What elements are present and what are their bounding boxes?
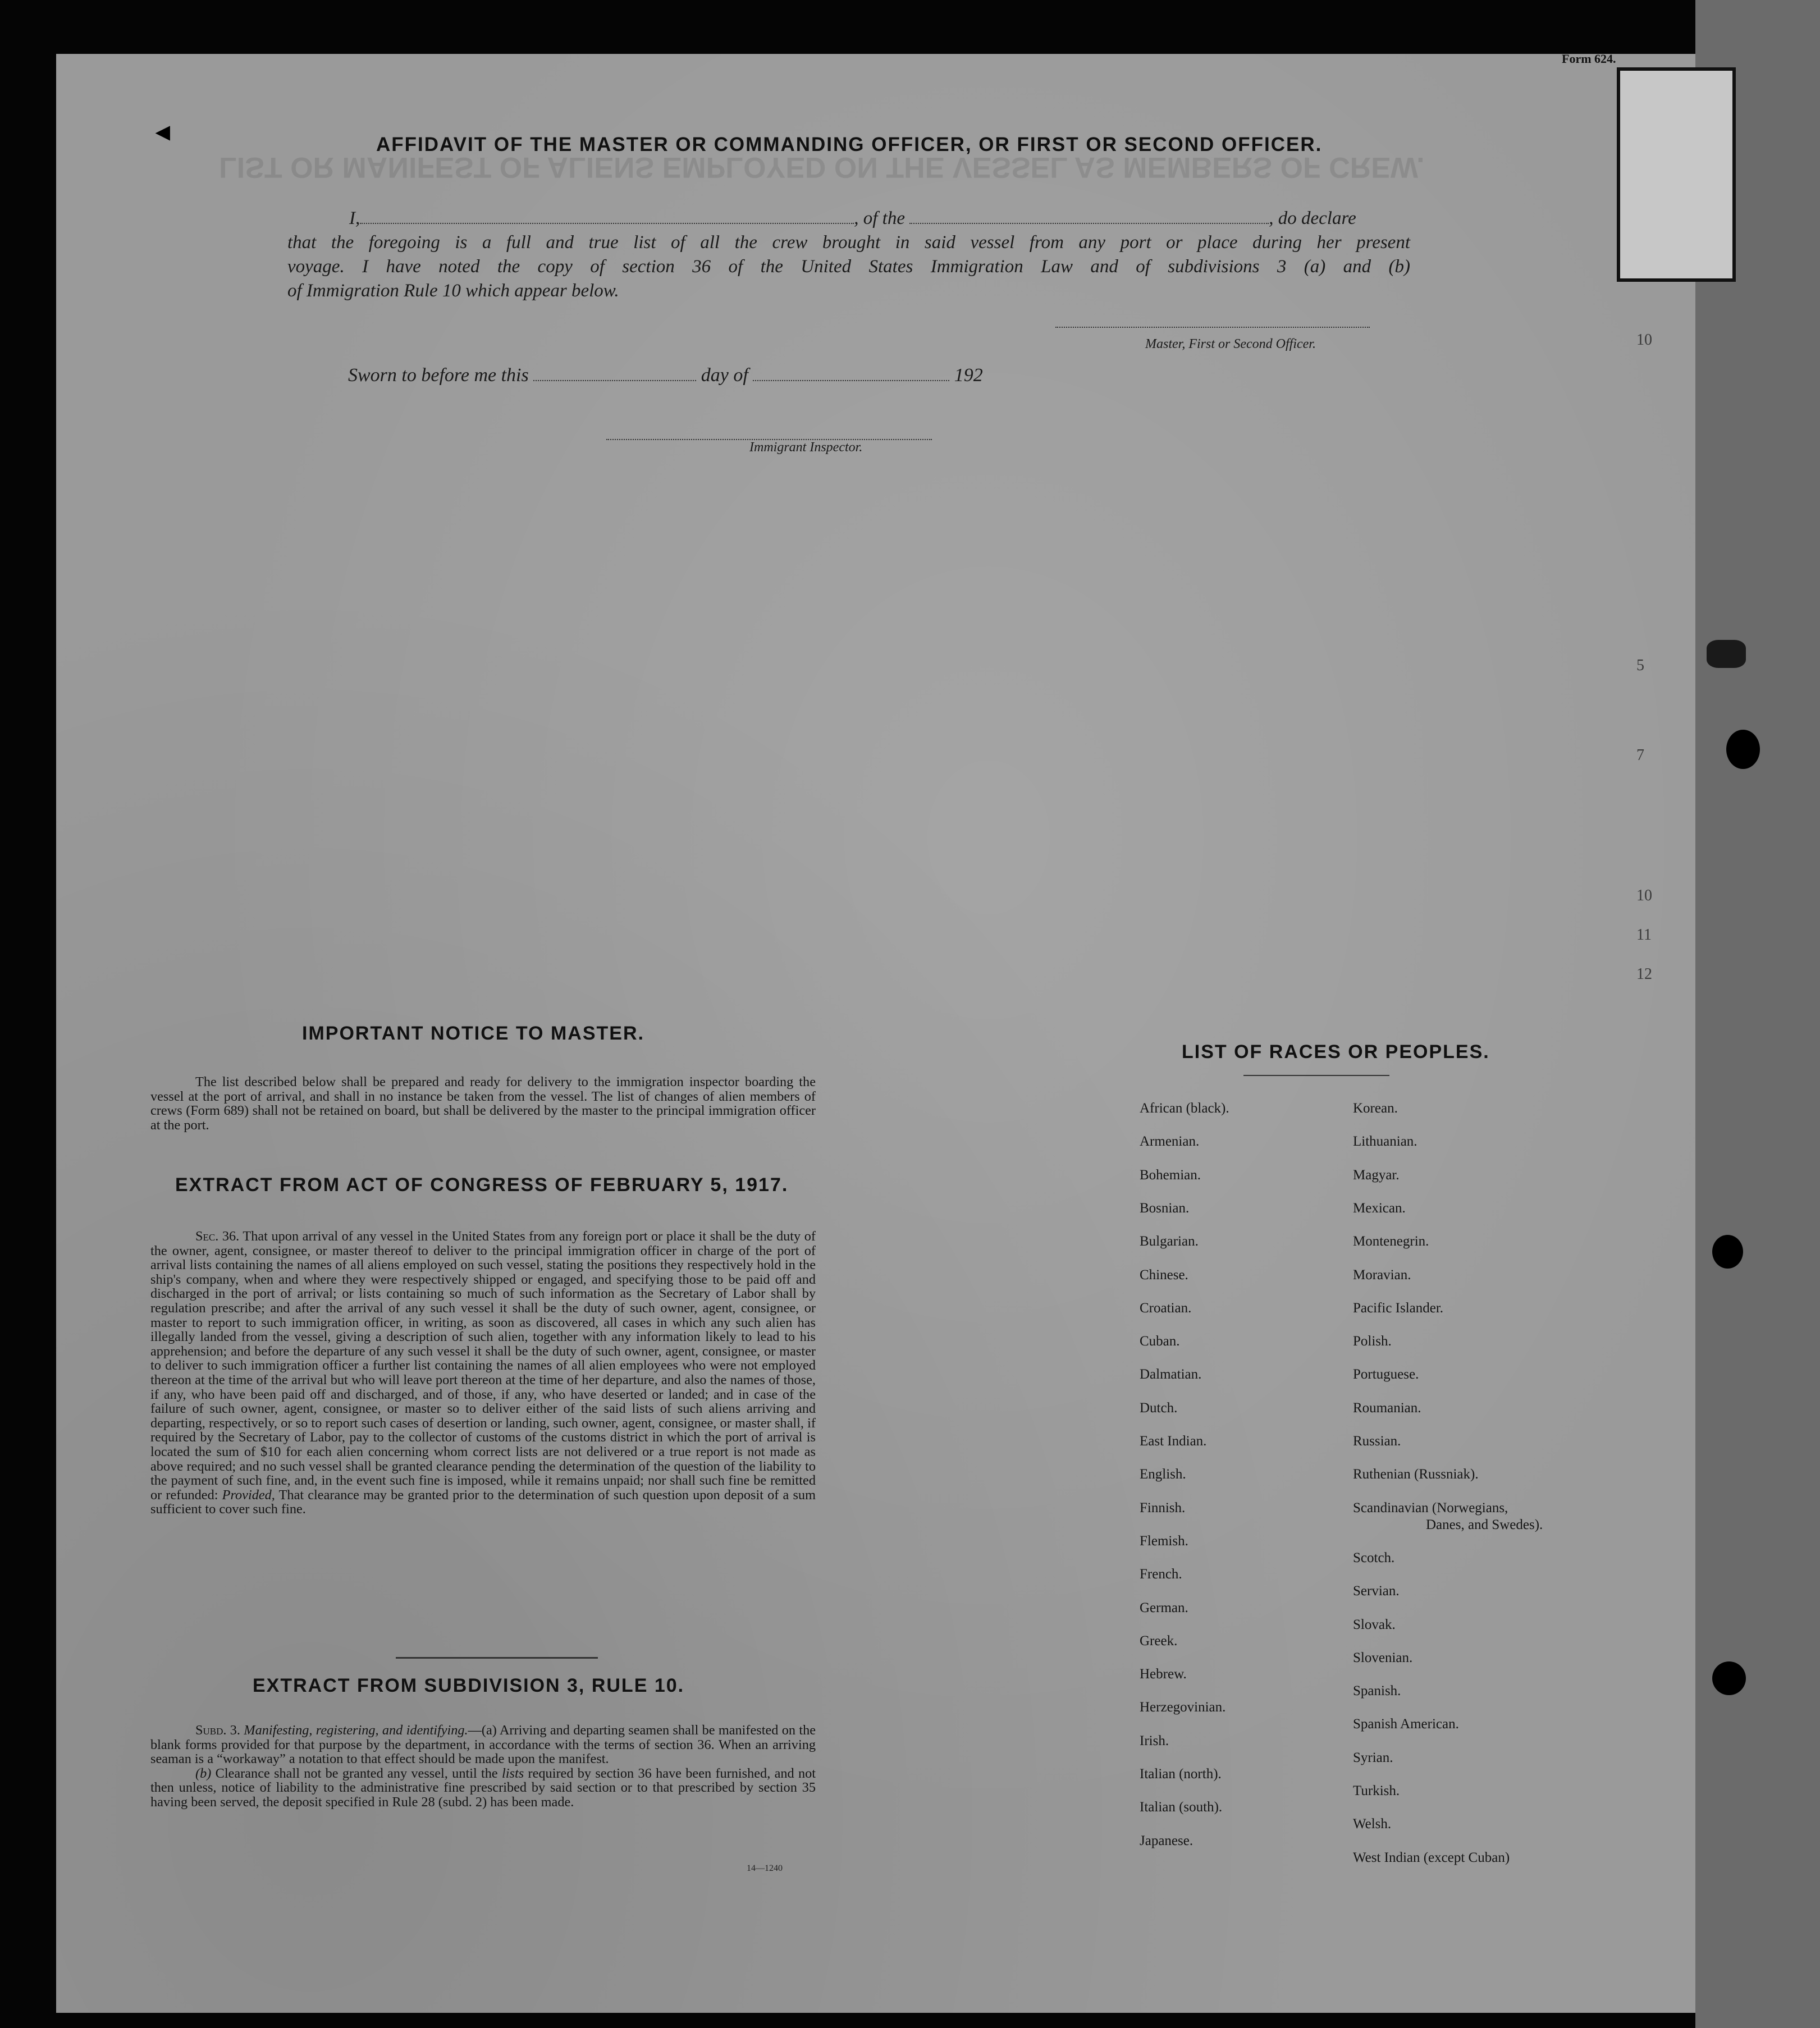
race-item: Lithuanian. <box>1353 1134 1417 1150</box>
race-item: Spanish American. <box>1353 1716 1459 1732</box>
race-item: Flemish. <box>1140 1533 1188 1549</box>
sworn-day-field[interactable] <box>533 369 696 381</box>
race-item: Slovenian. <box>1353 1650 1413 1665</box>
race-item: Dutch. <box>1140 1400 1178 1416</box>
act-text-main: That upon arrival of any vessel in the United States from any foreign port or place it shall be the duty of the owner, agent, consignee, or master thereof to deliver to the principal immigration officer in charge of the port of arrival lists containing the names of all aliens employed on such vessel, stating the positions they respectively hold in the ship's company, when and where they were respectively shipped or engaged, and specifying those to be paid off and discharged in the port of arrival; or lists containing so much of such information as the Secretary of Labor shall by regulation prescribe; and after the arrival of any such vessel it shall be the duty of such owner, agent, consignee, or master to report to such immigration officer, in writing, as soon as discovered, all cases in which any such alien has illegally landed from the vessel, giving a description of such alien, together with any information likely to lead to his apprehension; and before the departure of any such vessel it shall be the duty of such owner, agent, consignee, or master to deliver to such immigration officer a further list containing the names of all alien employees who were not employed thereon at the time of the arrival but who will leave port thereon at the time of her departure, and also the names of those, if any, who have been paid off and discharged, and of those, if any, who have deserted or landed; and in case of the failure of such owner, agent, consignee, or master so to deliver either of the said lists of such aliens arriving and departing, respectively, or so to report such cases of desertion or landing, such owner, agent, consignee, or master shall, if required by the Secretary of Labor, pay to the collector of customs of the customs district in which the port of arrival is located the sum of $10 for each alien concerning whom correct lists are not delivered or a true report is not made as above required; and no such vessel shall be granted clearance pending the determination of the question of the liability to the payment of such fine, and, in the event such fine is imposed, while it remains unpaid; nor shall such fine be remitted or refunded: <box>150 1229 816 1503</box>
vessel-field[interactable] <box>909 212 1269 224</box>
race-item: Russian. <box>1353 1434 1401 1449</box>
race-item: Armenian. <box>1140 1134 1200 1150</box>
punch-hole <box>1712 1235 1743 1269</box>
race-item: Ruthenian (Russniak). <box>1353 1467 1479 1482</box>
para-b-text-2: required by section 36 have been furnished, and not then unless, notice of liability to the administrative fine prescribed by said section or to that prescribed by section 35 having been served, the deposit specified in Rule 28 (subd. 2) has been made. <box>150 1765 816 1810</box>
act-text-end: That clearance may be granted prior to the determination of such question upon deposit of a sum sufficient to cover such fine. <box>150 1487 816 1517</box>
print-code: 14—1240 <box>747 1864 783 1873</box>
subd-title: Manifesting, registering, and identifying. <box>244 1723 468 1738</box>
punch-hole <box>1726 730 1760 769</box>
race-item: Finnish. <box>1140 1500 1186 1516</box>
race-item: Moravian. <box>1353 1267 1411 1283</box>
race-item: West Indian (except Cuban) <box>1353 1850 1510 1865</box>
affidavit-line-3: voyage. I have noted the copy of section 36 of the United States Immigration Law and of subdivisions 3 (a) and (b) <box>287 257 1410 277</box>
sworn-day-of: day of <box>701 365 748 386</box>
race-item: Roumanian. <box>1353 1400 1421 1416</box>
race-item: Bulgarian. <box>1140 1234 1199 1249</box>
name-field[interactable] <box>360 212 854 224</box>
race-item: Bohemian. <box>1140 1167 1201 1183</box>
punch-hole <box>1712 1661 1746 1695</box>
inspector-label: Immigrant Inspector. <box>749 440 863 455</box>
underlying-page-strip <box>1695 0 1820 2028</box>
provided-word: Provided, <box>222 1487 275 1503</box>
race-item: Croatian. <box>1140 1300 1192 1316</box>
race-item: Mexican. <box>1353 1200 1406 1216</box>
subd-label: Subd. 3. <box>195 1723 241 1738</box>
race-item: Hebrew. <box>1140 1667 1187 1682</box>
notice-heading: IMPORTANT NOTICE TO MASTER. <box>302 1023 644 1044</box>
race-item: Polish. <box>1353 1334 1392 1349</box>
sworn-year-prefix: 192 <box>954 365 983 386</box>
race-item: Turkish. <box>1353 1783 1400 1798</box>
race-item: Bosnian. <box>1140 1200 1190 1216</box>
race-item: Japanese. <box>1140 1833 1193 1848</box>
races-underline <box>1243 1075 1389 1076</box>
affidavit-body <box>287 207 1410 303</box>
race-item: Danes, and Swedes). <box>1426 1517 1543 1532</box>
race-item: Portuguese. <box>1353 1367 1419 1382</box>
corner-mark: ◄ <box>150 118 175 146</box>
form-number: Form 624. <box>1562 52 1616 66</box>
race-item: Montenegrin. <box>1353 1234 1429 1249</box>
race-item: Korean. <box>1353 1101 1398 1116</box>
act-extract-paragraph <box>150 1229 816 1517</box>
race-item: Herzegovinian. <box>1140 1700 1226 1715</box>
act-extract-heading: EXTRACT FROM ACT OF CONGRESS OF FEBRUARY 5, 1917. <box>175 1174 789 1196</box>
race-item: English. <box>1140 1467 1186 1482</box>
race-item: Cuban. <box>1140 1334 1180 1349</box>
form-tab <box>1617 67 1736 282</box>
affidavit-do-declare: , do declare <box>1269 208 1356 228</box>
rule-extract-heading: EXTRACT FROM SUBDIVISION 3, RULE 10. <box>253 1675 685 1696</box>
race-item: Dalmatian. <box>1140 1367 1202 1382</box>
race-item: East Indian. <box>1140 1434 1207 1449</box>
race-item: Welsh. <box>1353 1816 1392 1832</box>
affidavit-line-2: that the foregoing is a full and true list of all the crew brought in said vessel from any port or place during her present <box>287 232 1410 253</box>
affidavit-line-4: of Immigration Rule 10 which appear below. <box>287 281 619 301</box>
sworn-line <box>348 365 983 386</box>
affidavit-pronoun: I, <box>349 208 360 228</box>
race-item: Scotch. <box>1353 1550 1395 1565</box>
race-item: Syrian. <box>1353 1750 1393 1765</box>
race-item: Scandinavian (Norwegians, <box>1353 1500 1508 1516</box>
section-label: Sec. 36. <box>195 1229 240 1244</box>
officer-signature-line[interactable] <box>1055 327 1370 328</box>
races-heading: LIST OF RACES OR PEOPLES. <box>1182 1041 1490 1063</box>
race-item: Chinese. <box>1140 1267 1188 1283</box>
sworn-month-field[interactable] <box>753 369 949 381</box>
notice-text: The list described below shall be prepared and ready for delivery to the immigration inspector boarding the vessel at the port of arrival, and shall in no instance be taken from the vessel. The list of changes of alien members of crews (Form 689) shall not be retained on board, but shall be delivered by the master to the principal immigration officer at the port. <box>150 1074 816 1133</box>
para-b-lists: lists <box>502 1765 524 1781</box>
race-item: Italian (north). <box>1140 1766 1222 1782</box>
para-b-marker: (b) <box>195 1765 212 1781</box>
race-item: African (black). <box>1140 1101 1229 1116</box>
para-a-text: Arriving and departing seamen shall be manifested on the blank forms provided for that purpose by the department, in accordance with the terms of section 36. When an arriving seaman is a “workaway” a notation to that effect should be made upon the manifest. <box>150 1723 816 1767</box>
divider-rule <box>396 1657 598 1659</box>
race-item: French. <box>1140 1567 1182 1582</box>
officer-label: Master, First or Second Officer. <box>1145 337 1316 351</box>
race-item: Slovak. <box>1353 1617 1396 1632</box>
race-item: Magyar. <box>1353 1167 1400 1183</box>
para-b-text-1: Clearance shall not be granted any vessel, until the <box>215 1765 498 1781</box>
race-item: Irish. <box>1140 1733 1169 1748</box>
affidavit-heading: AFFIDAVIT OF THE MASTER OR COMMANDING OFFICER, OR FIRST OR SECOND OFFICER. <box>376 134 1323 155</box>
notice-paragraph <box>150 1075 816 1132</box>
para-a-marker: —(a) <box>468 1723 497 1738</box>
race-item: Italian (south). <box>1140 1800 1223 1815</box>
rule-extract-paragraph <box>150 1723 816 1810</box>
affidavit-of-the: , of the <box>854 208 905 228</box>
race-item: Spanish. <box>1353 1683 1401 1699</box>
torn-edge <box>1707 640 1746 668</box>
race-item: Servian. <box>1353 1583 1400 1599</box>
race-item: Pacific Islander. <box>1353 1300 1444 1316</box>
sworn-text: Sworn to before me this <box>348 365 529 386</box>
race-item: German. <box>1140 1600 1188 1615</box>
race-item: Greek. <box>1140 1633 1178 1649</box>
bleed-through: LIST OR MANIFEST OF ALIENS EMPLOYED ON THE VESSEL AS MEMBERS OF CREW. <box>219 151 1425 184</box>
